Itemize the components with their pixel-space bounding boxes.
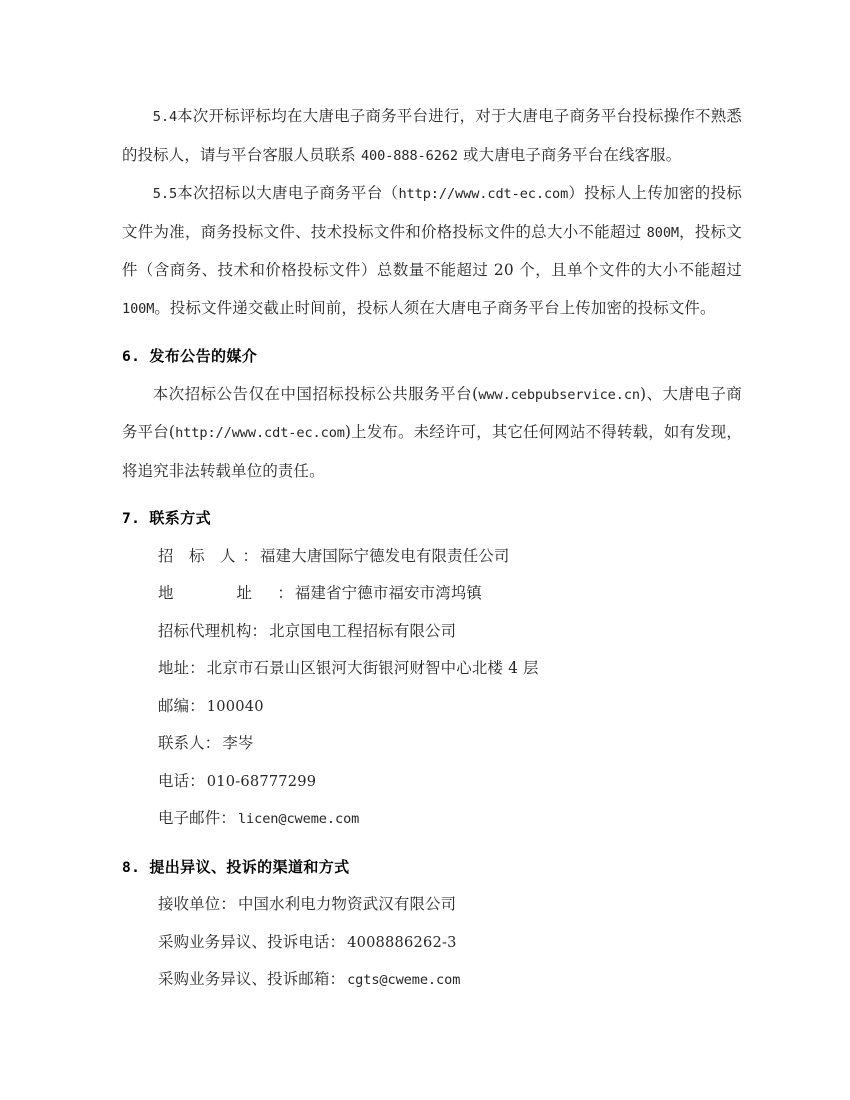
section-7-number: 7. xyxy=(122,510,141,527)
clause-5-4-text-part2: 或大唐电子商务平台在线客服。 xyxy=(457,145,682,164)
contact-line xyxy=(122,613,742,651)
section-6-text-part1: 本次招标公告仅在中国招标投标公共服务平台( xyxy=(152,384,479,403)
contact-label: 地址 xyxy=(158,659,190,677)
total-size-limit: 800M xyxy=(646,224,680,241)
contact-label: 地 址 xyxy=(158,584,276,602)
section-6-number: 6. xyxy=(122,348,141,365)
contact-value: 福建省宁德市福安市湾坞镇 xyxy=(294,584,483,602)
contact-separator: ： xyxy=(242,546,259,565)
page-content xyxy=(122,98,742,1000)
contact-separator: ： xyxy=(204,734,221,752)
contact-separator: ： xyxy=(251,621,268,640)
contact-line xyxy=(122,688,742,726)
section-8-number: 8. xyxy=(122,858,141,876)
complaint-separator: ： xyxy=(220,895,236,913)
clause-5-4-number: 5.4 xyxy=(152,109,178,125)
contact-line xyxy=(122,575,742,613)
contact-label: 邮编 xyxy=(158,696,190,715)
section-6-text-part2: )、大唐电子商务平台( xyxy=(122,384,742,441)
cdt-ec-url: http://www.cdt-ec.com xyxy=(175,425,345,441)
clause-5-5-number: 5.5 xyxy=(152,186,178,202)
clause-5-4 xyxy=(122,98,742,175)
contact-email-value: licen@cweme.com xyxy=(237,811,360,827)
complaint-email-value: cgts@cweme.com xyxy=(347,972,461,988)
max-file-count: 20 xyxy=(493,261,514,279)
contact-value: 100040 xyxy=(206,697,264,715)
contact-value: 李岑 xyxy=(222,734,254,752)
contact-separator: ： xyxy=(189,696,205,715)
contact-separator: ： xyxy=(189,771,205,790)
clause-5-5-text-part5: 。投标文件递交截止时间前，投标人须在大唐电子商务平台上传加密的投标文件。 xyxy=(154,298,716,317)
complaint-line xyxy=(122,886,742,924)
complaint-separator: ： xyxy=(329,932,346,951)
contact-separator: ： xyxy=(220,809,236,827)
contact-label: 电子邮件 xyxy=(158,809,221,827)
contact-separator: ： xyxy=(189,659,205,677)
contact-value: 福建大唐国际宁德发电有限责任公司 xyxy=(260,546,510,565)
section-6-heading xyxy=(122,338,742,376)
contact-line xyxy=(122,800,742,839)
complaint-value: 中国水利电力物资武汉有限公司 xyxy=(237,895,457,913)
complaint-phone-value: 4008886262-3 xyxy=(347,933,457,951)
contact-separator: ： xyxy=(277,584,293,602)
section-6-title: 发布公告的媒介 xyxy=(149,347,258,365)
clause-5-5 xyxy=(122,175,742,328)
clause-5-5-text-part4: 个，且单个文件的大小不能超过 xyxy=(513,261,742,279)
contact-value: 010-68777299 xyxy=(206,772,317,790)
section-7-title: 联系方式 xyxy=(149,509,211,527)
single-file-size-limit: 100M xyxy=(122,300,155,317)
clause-5-5-text-part1: 本次招标以大唐电子商务平台（ xyxy=(177,184,399,202)
section-8-complaint-list xyxy=(122,886,742,1000)
contact-value: 北京市石景山区银河大街银河财智中心北楼 4 层 xyxy=(206,659,539,677)
complaint-label: 采购业务异议、投诉邮箱 xyxy=(158,970,330,988)
section-6-text-part3: )上发布。未经许可，其它任何网站不得转载，如有发现，将追究非法转载单位的责任。 xyxy=(122,423,742,480)
section-8-heading xyxy=(122,849,742,887)
clause-5-4-text-part1: 本次开标评标均在大唐电子商务平台进行，对于大唐电子商务平台投标操作不熟悉的投标人，请与平台客服人员联系 xyxy=(122,107,742,164)
contact-value: 北京国电工程招标有限公司 xyxy=(269,621,457,640)
contact-line xyxy=(122,538,742,576)
contact-label: 招标代理机构 xyxy=(158,621,252,640)
clause-5-5-text-part3: ，投标文件（含商务、技术和价格投标文件）总数量不能超过 xyxy=(122,222,742,279)
customer-service-phone: 400-888-6262 xyxy=(360,147,458,164)
complaint-separator: ： xyxy=(329,970,346,988)
section-7-heading xyxy=(122,500,742,538)
cebpubservice-url: www.cebpubservice.cn xyxy=(478,386,640,403)
section-6-body xyxy=(122,376,742,491)
complaint-label: 接收单位 xyxy=(158,895,221,913)
contact-label: 联系人 xyxy=(158,734,205,752)
contact-label: 招 标 人 xyxy=(158,546,241,565)
contact-line xyxy=(122,763,742,801)
contact-line xyxy=(122,725,742,763)
section-8-title: 提出异议、投诉的渠道和方式 xyxy=(149,857,350,876)
section-7-contact-list xyxy=(122,538,742,839)
complaint-label: 采购业务异议、投诉电话 xyxy=(158,932,330,951)
complaint-line xyxy=(122,924,742,962)
contact-line xyxy=(122,650,742,688)
platform-url: http://www.cdt-ec.com xyxy=(398,186,569,202)
complaint-line xyxy=(122,961,742,1000)
contact-label: 电话 xyxy=(158,771,190,790)
clause-5-5-text-part2: ）投标人上传加密的投标文件为准，商务投标文件、技术投标文件和价格投标文件的总大小不能超过 xyxy=(122,184,742,241)
